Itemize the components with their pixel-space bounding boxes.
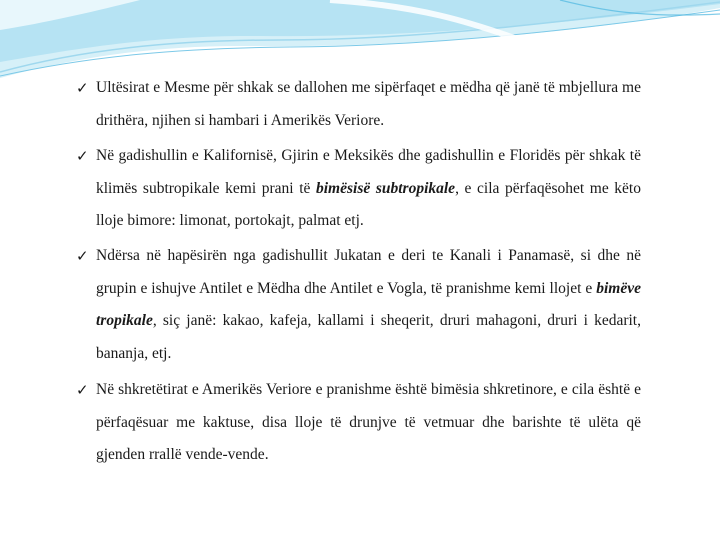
bullet-text-2: [96, 140, 641, 238]
checkmark-icon: ✓: [76, 381, 89, 399]
bullet-text-2-after: , e cila përfaqësohet me këto lloje bimore: limonat, portokajt, palmat etj.: [96, 179, 641, 229]
bullet-item-2: [76, 140, 641, 238]
bullet-item-1: [76, 72, 641, 137]
bullet-text-3-after: , siç janë: kakao, kafeja, kallami i sheqerit, druri mahagoni, druri i kedarit, bananja, etj.: [96, 312, 641, 362]
checkmark-icon: ✓: [76, 79, 89, 97]
bullet-item-4: [76, 374, 641, 472]
bullet-text-2-before: Në gadishullin e Kalifornisë, Gjirin e Meksikës dhe gadishullin e Floridës për shkak të klimës subtropikale kemi prani të: [96, 147, 641, 197]
checkmark-icon: ✓: [76, 147, 89, 165]
bullet-text-2-emphasis: bimësisë subtropikale: [315, 179, 456, 197]
bullet-text-3: [96, 240, 641, 370]
bullet-text-1: Ultësirat e Mesme për shkak se dallohen me sipërfaqet e mëdha që janë të mbjellura me drithëra, njihen si hambari i Amerikës Veriore.: [96, 79, 641, 129]
bullet-item-3: [76, 240, 641, 370]
bullet-text-3-before: Ndërsa në hapësirën nga gadishullit Jukatan e deri te Kanali i Panamasë, si dhe në grupin e ishujve Antilet e Mëdha dhe Antilet e Vogla, të pranishme kemi llojet e: [96, 247, 641, 297]
checkmark-icon: ✓: [76, 247, 89, 265]
bullet-text-3-emphasis: bimëve tropikale: [96, 279, 641, 329]
bullet-text-4: Në shkretëtirat e Amerikës Veriore e pranishme është bimësia shkretinore, e cila është e përfaqësuar me kaktuse, disa lloje të drunjve të vetmuar dhe barishte të ulëta që gjenden rrallë vende-vende.: [96, 381, 641, 463]
